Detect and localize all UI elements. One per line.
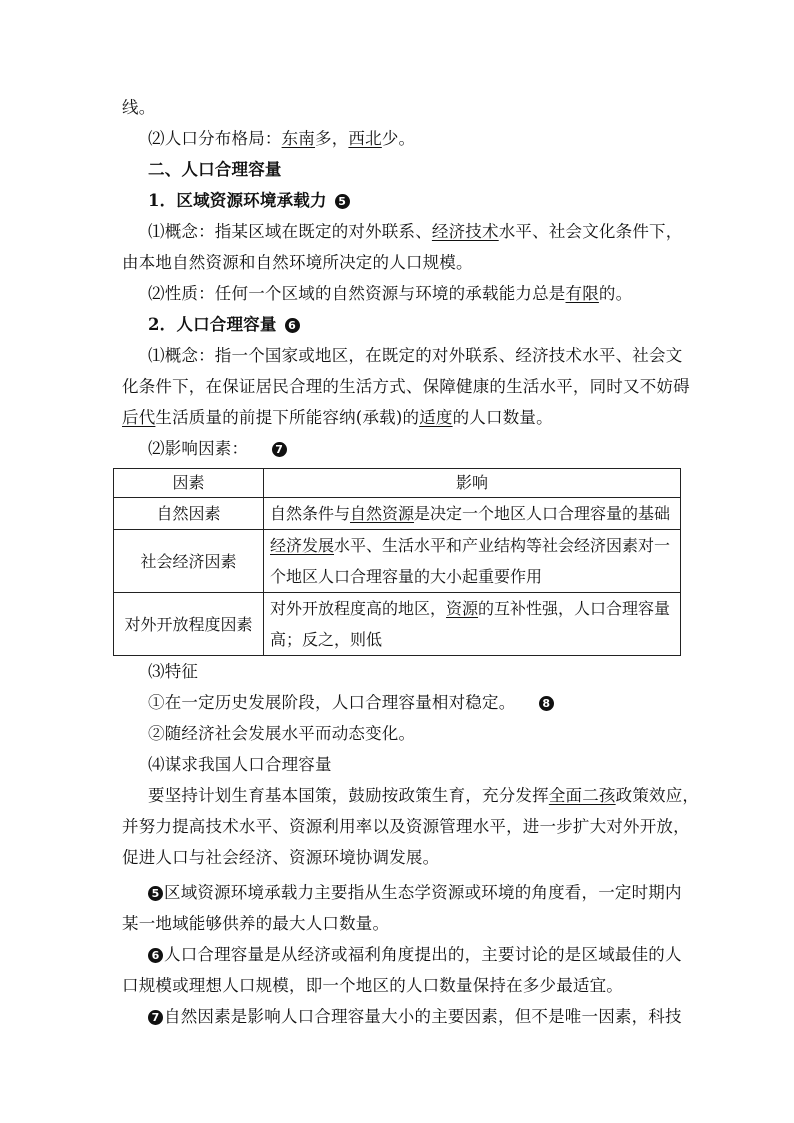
table-cell: 自然条件与自然资源是决定一个地区人口合理容量的基础 bbox=[264, 498, 681, 530]
subsection-heading: 2．人口合理容量 6 bbox=[148, 313, 302, 337]
paragraph-line: 线。 bbox=[122, 98, 156, 117]
note-6-line: 6 人口合理容量是从经济或福利角度提出的，主要讨论的是区域最佳的人 bbox=[148, 943, 682, 967]
section-heading: 二、人口合理容量 bbox=[148, 160, 282, 179]
factors-line: ⑵影响因素： 7 bbox=[148, 437, 289, 461]
note-marker-6: 6 bbox=[148, 948, 163, 963]
strategy-line: 促进人口与社会经济、资源环境协调发展。 bbox=[122, 848, 440, 867]
note-marker-6: 6 bbox=[285, 318, 300, 333]
table-cell: 经济发展水平、生活水平和产业结构等社会经济因素对一 个地区人口合理容量的大小起重要作用 bbox=[264, 530, 681, 593]
answer-economic-tech: 经济技术 bbox=[431, 222, 499, 241]
note-marker-7: 7 bbox=[148, 1010, 163, 1025]
strategy-line: 并努力提高技术水平、资源利用率以及资源管理水平，进一步扩大对外开放， bbox=[122, 817, 690, 836]
answer-future-generations: 后代 bbox=[122, 408, 156, 427]
note-marker-8: 8 bbox=[539, 696, 554, 711]
concept-line: 化条件下，在保证居民合理的生活方式、保障健康的生活水平，同时又不妨碍 bbox=[122, 377, 690, 396]
table-row bbox=[114, 530, 681, 593]
concept-line: ⑴概念：指某区域在既定的对外联系、经济技术水平、社会文化条件下， bbox=[148, 222, 683, 241]
table-cell: 自然因素 bbox=[114, 498, 264, 530]
note-5-line: 5 区域资源环境承载力主要指从生态学资源或环境的角度看，一定时期内 bbox=[148, 881, 682, 905]
answer-southeast: 东南 bbox=[281, 129, 316, 148]
note-7-line: 7 自然因素是影响人口合理容量大小的主要因素，但不是唯一因素，科技 bbox=[148, 1005, 682, 1029]
table-header-row bbox=[114, 469, 681, 498]
table-header-cell: 影响 bbox=[264, 469, 681, 498]
table-cell: 对外开放程度高的地区，资源的互补性强，人口合理容量 高；反之，则低 bbox=[264, 593, 681, 656]
property-line: ⑵性质：任何一个区域的自然资源与环境的承载能力总是有限的。 bbox=[148, 284, 633, 303]
concept-line: ⑴概念：指一个国家或地区，在既定的对外联系、经济技术水平、社会文 bbox=[148, 346, 683, 365]
note-5-line: 某一地域能够供养的最大人口数量。 bbox=[122, 914, 390, 933]
feature-item: ②随经济社会发展水平而动态变化。 bbox=[148, 724, 416, 743]
subsection-heading: 1．区域资源环境承载力 5 bbox=[148, 189, 352, 213]
answer-limited: 有限 bbox=[565, 284, 599, 303]
note-6-line: 口规模或理想人口规模，即一个地区的人口数量保持在多少最适宜。 bbox=[122, 976, 623, 995]
note-marker-5: 5 bbox=[335, 194, 350, 209]
factors-table bbox=[113, 468, 681, 656]
answer-two-child: 全面二孩 bbox=[548, 786, 616, 805]
table-cell: 社会经济因素 bbox=[114, 530, 264, 593]
feature-item: ①在一定历史发展阶段，人口合理容量相对稳定。 8 bbox=[148, 691, 556, 715]
table-header-cell: 因素 bbox=[114, 469, 264, 498]
table-row bbox=[114, 498, 681, 530]
note-marker-5: 5 bbox=[148, 886, 163, 901]
table-row bbox=[114, 593, 681, 656]
note-marker-7: 7 bbox=[272, 442, 287, 457]
concept-line: 后代生活质量的前提下所能容纳(承载)的适度的人口数量。 bbox=[122, 408, 553, 427]
strategy-line: 要坚持计划生育基本国策，鼓励按政策生育，充分发挥全面二孩政策效应， bbox=[148, 786, 700, 805]
concept-line: 由本地自然资源和自然环境所决定的人口规模。 bbox=[122, 253, 473, 272]
strategy-heading: ⑷谋求我国人口合理容量 bbox=[148, 755, 332, 774]
table-cell: 对外开放程度因素 bbox=[114, 593, 264, 656]
answer-moderate: 适度 bbox=[419, 408, 453, 427]
population-distribution-line: ⑵人口分布格局：东南多，西北少。 bbox=[148, 129, 416, 148]
feature-heading: ⑶特征 bbox=[148, 662, 199, 681]
answer-northwest: 西北 bbox=[348, 129, 382, 148]
